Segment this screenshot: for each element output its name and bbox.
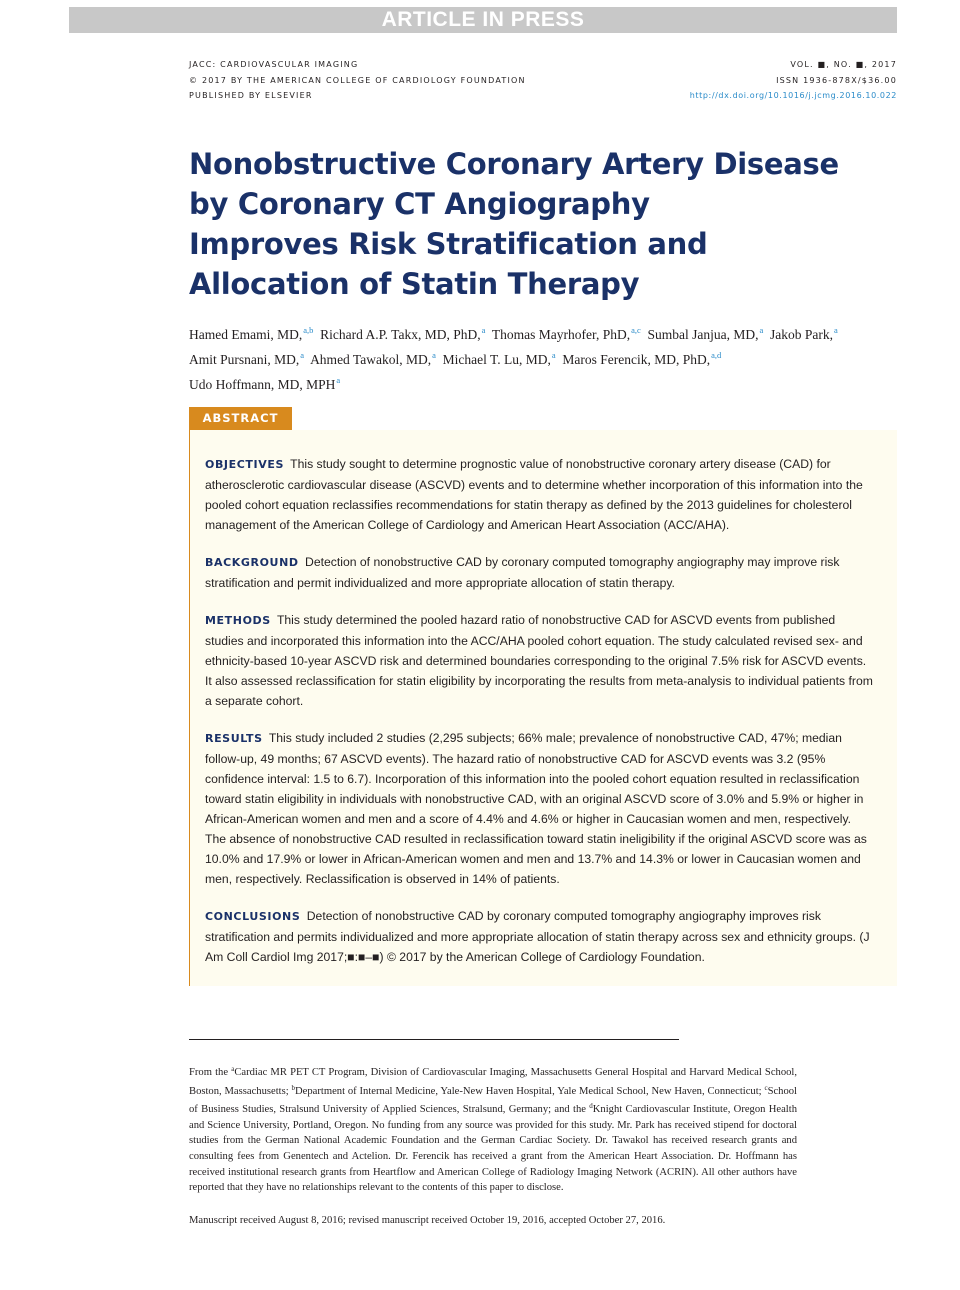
footnote-divider (189, 1039, 679, 1040)
author-name: Amit Pursnani, MD, (189, 352, 300, 367)
author-name: Richard A.P. Takx, MD, PhD, (320, 327, 481, 342)
affiliation-sup[interactable]: a (551, 350, 556, 360)
affiliation-marker: c (764, 1083, 768, 1092)
manuscript-dates: Manuscript received August 8, 2016; revised manuscript received October 19, 2016, accepted October 27, 2016. (189, 1215, 666, 1226)
volume-line: VOL. ■, NO. ■, 2017 (790, 60, 897, 69)
author-name: Udo Hoffmann, MD, MPH (189, 377, 336, 392)
section-text: This study determined the pooled hazard ratio of nonobstructive CAD for ASCVD events from published studies and incorporated this information into the ACC/AHA pooled cohort equation. The study calculated revised sex- and ethnicity-based 10-year ASCVD risk and determined boundaries corresponding to the original 7.5% risk for ASCVD events. It also assessed reclassification for statin eligibility by incorporating the results from meta-analysis to individual patients from a separate cohort. (205, 613, 873, 708)
affiliations-footnote (189, 1062, 797, 1196)
abstract-results (205, 728, 875, 889)
section-heading: METHODS (205, 614, 271, 627)
author-line (189, 370, 899, 395)
affiliation-sup[interactable]: a,c (631, 325, 641, 335)
affiliation-sup[interactable]: a,d (711, 350, 722, 360)
copyright-line: © 2017 BY THE AMERICAN COLLEGE OF CARDIOLOGY FOUNDATION (189, 75, 526, 85)
abstract-background (205, 552, 875, 593)
section-text: This study included 2 studies (2,295 subjects; 66% male; prevalence of nonobstructive CAD, 47%; median follow-up, 49 months; 67 ASCVD events). The hazard ratio of nonobstructive CAD for ASCVD events was 3.2 (95% confidence interval: 1.5 to 6.7). Incorporation of this information into the pooled cohort equation resulted in reclassification toward statin eligibility in individuals with nonobstructive CAD, with an original ASCVD score of 3.0% and 5.9% or higher in African-American women and men and a score of 4.4% and 4.6% or higher in Caucasian women and men, respectively. The absence of nonobstructive CAD resulted in reclassification toward statin ineligibility if the original ASCVD score was as 10.0% and 17.9% or lower in African-American women and men and 13.7% and 14.3% or lower in Caucasian women and men, respectively. Reclassification is observed in 14% of patients. (205, 731, 867, 886)
abstract-conclusions (205, 906, 875, 967)
footnote-text: Cardiac MR PET CT Program, Division of Cardiovascular Imaging, Massachusetts General Hospital and Harvard Medical School, Boston, Massachusetts; (189, 1067, 797, 1097)
title-line: Allocation of Statin Therapy (189, 267, 640, 301)
journal-info-right (690, 57, 897, 104)
affiliation-marker: d (589, 1102, 593, 1111)
author-name: Thomas Mayrhofer, PhD, (491, 327, 631, 342)
affiliation-sup[interactable]: a (432, 350, 436, 360)
title-line: Improves Risk Stratification and (189, 227, 708, 261)
section-text: Detection of nonobstructive CAD by coronary computed tomography angiography may improve risk stratification and permit individualized and more appropriate allocation of statin therapy. (205, 555, 840, 590)
author-name: Hamed Emami, MD, (189, 327, 303, 342)
section-text: This study sought to determine prognostic value of nonobstructive coronary artery disease (CAD) for atherosclerotic cardiovascular disease (ASCVD) events and to determine whether incorporation of this information into the pooled cohort equation reclassifies recommendations for statin therapy as defined by the 2013 guidelines for cholesterol management of the American College of Cardiology and American Heart Association (ACC/AHA). (205, 457, 863, 532)
footnote-text: School of Business Studies, Stralsund University of Applied Sciences, Stralsund, Germany; and the (189, 1085, 797, 1116)
affiliation-marker: a (231, 1065, 235, 1073)
abstract-label: ABSTRACT (189, 407, 292, 430)
affiliation-sup[interactable]: a (300, 350, 305, 360)
affiliation-sup[interactable]: a (834, 325, 838, 335)
author-list (189, 320, 899, 395)
author-name: Maros Ferencik, MD, PhD, (562, 352, 711, 367)
journal-name: JACC: CARDIOVASCULAR IMAGING (189, 60, 359, 69)
abstract-methods (205, 610, 875, 711)
article-title (189, 144, 889, 304)
author-name: Jakob Park, (770, 327, 834, 342)
affiliation-marker: b (291, 1083, 296, 1092)
journal-info-left (189, 57, 526, 104)
author-name: Michael T. Lu, MD, (442, 352, 551, 367)
author-name: Ahmed Tawakol, MD, (310, 352, 432, 367)
section-heading: BACKGROUND (205, 556, 299, 569)
author-line (189, 345, 899, 370)
footnote-text: Knight Cardiovascular Institute, Oregon Health and Science University, Portland, Oregon. No funding from any source was provided for this study. Mr. Park has received stipend for doctoral studies from the German National Academic Foundation and the German Cardiac Society. Dr. Tawakol has received research grants and consulting fees from Genentech and Actelion. Dr. Ferencik has received a grant from the American Heart Association. Dr. Hoffmann has received institutional research grants from Heartflow and American College of Radiology Imaging Network (ACRIN). All other authors have reported that they have no relationships relevant to the contents of this paper to disclose. (189, 1104, 797, 1194)
issn-line: ISSN 1936-878X/$36.00 (776, 75, 897, 85)
section-text: Detection of nonobstructive CAD by coronary computed tomography angiography improves risk stratification and permits individualized and more appropriate allocation of statin therapy across sex and ethnicity groups. (J Am Coll Cardiol Img 2017;■:■–■) © 2017 by the American College of Cardiology Foundation. (205, 909, 870, 964)
section-heading: OBJECTIVES (205, 458, 284, 471)
affiliation-sup[interactable]: a (759, 325, 764, 335)
section-heading: CONCLUSIONS (205, 910, 301, 923)
article-in-press-banner: ARTICLE IN PRESS (69, 7, 897, 33)
publisher-line: PUBLISHED BY ELSEVIER (189, 91, 313, 100)
doi-link[interactable]: http://dx.doi.org/10.1016/j.jcmg.2016.10.022 (689, 91, 897, 100)
affiliation-sup[interactable]: a (481, 325, 486, 335)
affiliation-sup[interactable]: a,b (303, 325, 314, 335)
footnote-text: From the (189, 1067, 232, 1078)
affiliation-sup[interactable]: a (336, 375, 341, 385)
abstract-objectives (205, 454, 875, 535)
author-line (189, 320, 899, 345)
title-line: by Coronary CT Angiography (189, 187, 650, 221)
footnote-text: Department of Internal Medicine, Yale-New Haven Hospital, Yale Medical School, New Haven, Connecticut; (295, 1085, 765, 1097)
author-name: Sumbal Janjua, MD, (647, 327, 759, 342)
section-heading: RESULTS (205, 732, 263, 745)
abstract-box (189, 430, 897, 986)
title-line: Nonobstructive Coronary Artery Disease (189, 147, 839, 181)
